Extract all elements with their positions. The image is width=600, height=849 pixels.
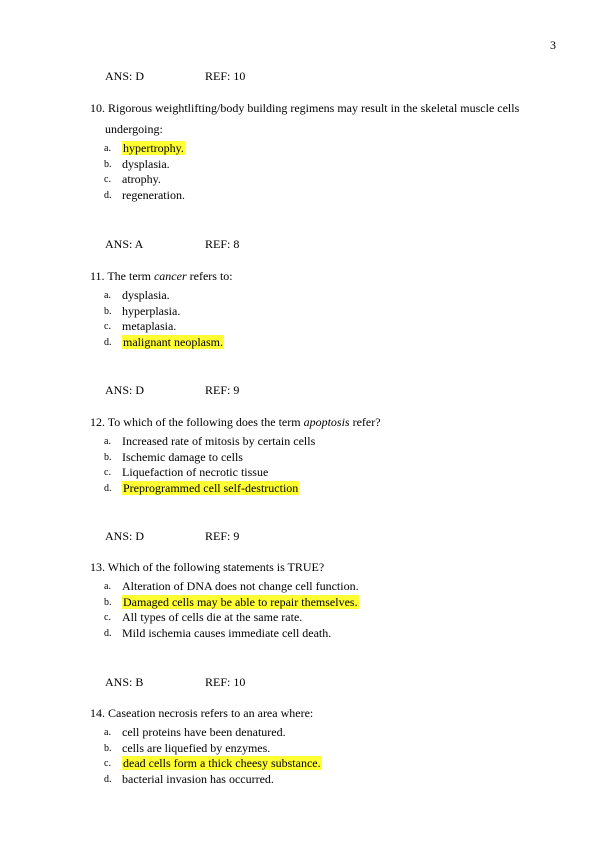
- option-list: [90, 579, 560, 641]
- option-text: cells are liquefied by enzymes.: [122, 740, 271, 755]
- option-b: [90, 450, 560, 466]
- option-letter: d.: [104, 773, 112, 785]
- option-letter: a.: [104, 143, 111, 154]
- question-stem: 10. Rigorous weightlifting/body building regimens may result in the skeletal muscle cells: [90, 101, 520, 115]
- reference-label: REF: 10: [205, 69, 246, 83]
- question-10: [90, 101, 560, 203]
- option-letter: c.: [104, 174, 111, 185]
- answer-label: ANS: A: [105, 237, 144, 251]
- option-d: [90, 188, 560, 204]
- option-c: [90, 465, 560, 481]
- option-text: regeneration.: [122, 187, 185, 202]
- option-text: dysplasia.: [122, 288, 170, 302]
- option-d: [90, 481, 560, 497]
- answer-line: [105, 383, 240, 398]
- option-letter: b.: [104, 158, 112, 170]
- option-text: Mild ischemia causes immediate cell death.: [122, 625, 332, 640]
- option-letter: d.: [104, 482, 112, 494]
- option-letter: a.: [104, 436, 111, 447]
- option-a: [90, 579, 560, 595]
- question-stem: 11. The term cancer refers to:: [90, 269, 233, 283]
- option-text: Alteration of DNA does not change cell function.: [122, 579, 359, 593]
- question-stem: 14. Caseation necrosis refers to an area where:: [90, 706, 314, 720]
- option-letter: d.: [104, 627, 112, 639]
- answer-label: ANS: D: [105, 69, 145, 83]
- option-text-highlighted: Preprogrammed cell self-destruction: [123, 480, 299, 495]
- option-letter: a.: [104, 581, 111, 592]
- question-12: [90, 415, 560, 496]
- option-c: [90, 319, 560, 335]
- option-a: [90, 141, 560, 157]
- option-text: Ischemic damage to cells: [122, 449, 243, 464]
- option-text: bacterial invasion has occurred.: [122, 771, 274, 786]
- answer-label: ANS: D: [105, 529, 145, 543]
- question-13: [90, 560, 560, 641]
- answer-line: [105, 237, 240, 252]
- reference-label: REF: 8: [205, 237, 240, 251]
- option-text: dysplasia.: [122, 156, 170, 171]
- option-b: [90, 741, 560, 757]
- option-a: [90, 725, 560, 741]
- question-14: [90, 706, 560, 787]
- option-text: hyperplasia.: [122, 303, 181, 318]
- option-c: [90, 610, 560, 626]
- question-stem-continuation: undergoing:: [105, 122, 163, 136]
- answer-label: ANS: D: [105, 383, 145, 397]
- option-letter: b.: [104, 305, 112, 317]
- option-letter: c.: [104, 758, 111, 769]
- option-letter: c.: [104, 612, 111, 623]
- option-d: [90, 335, 560, 351]
- option-letter: a.: [104, 290, 111, 301]
- reference-label: REF: 9: [205, 383, 240, 397]
- emphasized-term: cancer: [153, 269, 187, 283]
- option-text-highlighted: dead cells form a thick cheesy substance.: [123, 756, 321, 770]
- option-c: [90, 756, 560, 772]
- question-stem: 12. To which of the following does the term apoptosis refer?: [90, 415, 381, 429]
- option-d: [90, 626, 560, 642]
- option-text: Liquefaction of necrotic tissue: [122, 465, 269, 479]
- option-letter: c.: [104, 321, 111, 332]
- answer-line: [105, 69, 246, 84]
- page-number: 3: [550, 38, 556, 52]
- option-a: [90, 434, 560, 450]
- option-b: [90, 304, 560, 320]
- option-list: [90, 725, 560, 787]
- option-c: [90, 172, 560, 188]
- option-a: [90, 288, 560, 304]
- option-letter: b.: [104, 596, 112, 608]
- reference-label: REF: 9: [205, 529, 240, 543]
- option-letter: c.: [104, 467, 111, 478]
- answer-line: [105, 529, 240, 544]
- option-text: All types of cells die at the same rate.: [122, 610, 303, 624]
- reference-label: REF: 10: [205, 675, 246, 689]
- option-letter: b.: [104, 742, 112, 754]
- option-letter: b.: [104, 451, 112, 463]
- option-text: metaplasia.: [122, 319, 177, 333]
- emphasized-term: apoptosis: [303, 415, 350, 429]
- option-text: Increased rate of mitosis by certain cells: [122, 434, 316, 448]
- option-text-highlighted: hypertrophy.: [123, 141, 184, 155]
- answer-line: [105, 675, 246, 690]
- option-letter: d.: [104, 336, 112, 348]
- option-b: [90, 157, 560, 173]
- option-letter: a.: [104, 727, 111, 738]
- option-d: [90, 772, 560, 788]
- question-stem: 13. Which of the following statements is TRUE?: [90, 560, 325, 574]
- answer-label: ANS: B: [105, 675, 144, 689]
- option-letter: d.: [104, 189, 112, 201]
- option-text: atrophy.: [122, 172, 161, 186]
- option-list: [90, 288, 560, 350]
- option-list: [90, 434, 560, 496]
- question-11: [90, 269, 560, 350]
- option-list: [90, 141, 560, 203]
- option-text: cell proteins have been denatured.: [122, 725, 286, 739]
- option-b: [90, 595, 560, 611]
- option-text-highlighted: Damaged cells may be able to repair themselves.: [123, 594, 358, 609]
- option-text-highlighted: malignant neoplasm.: [123, 334, 223, 349]
